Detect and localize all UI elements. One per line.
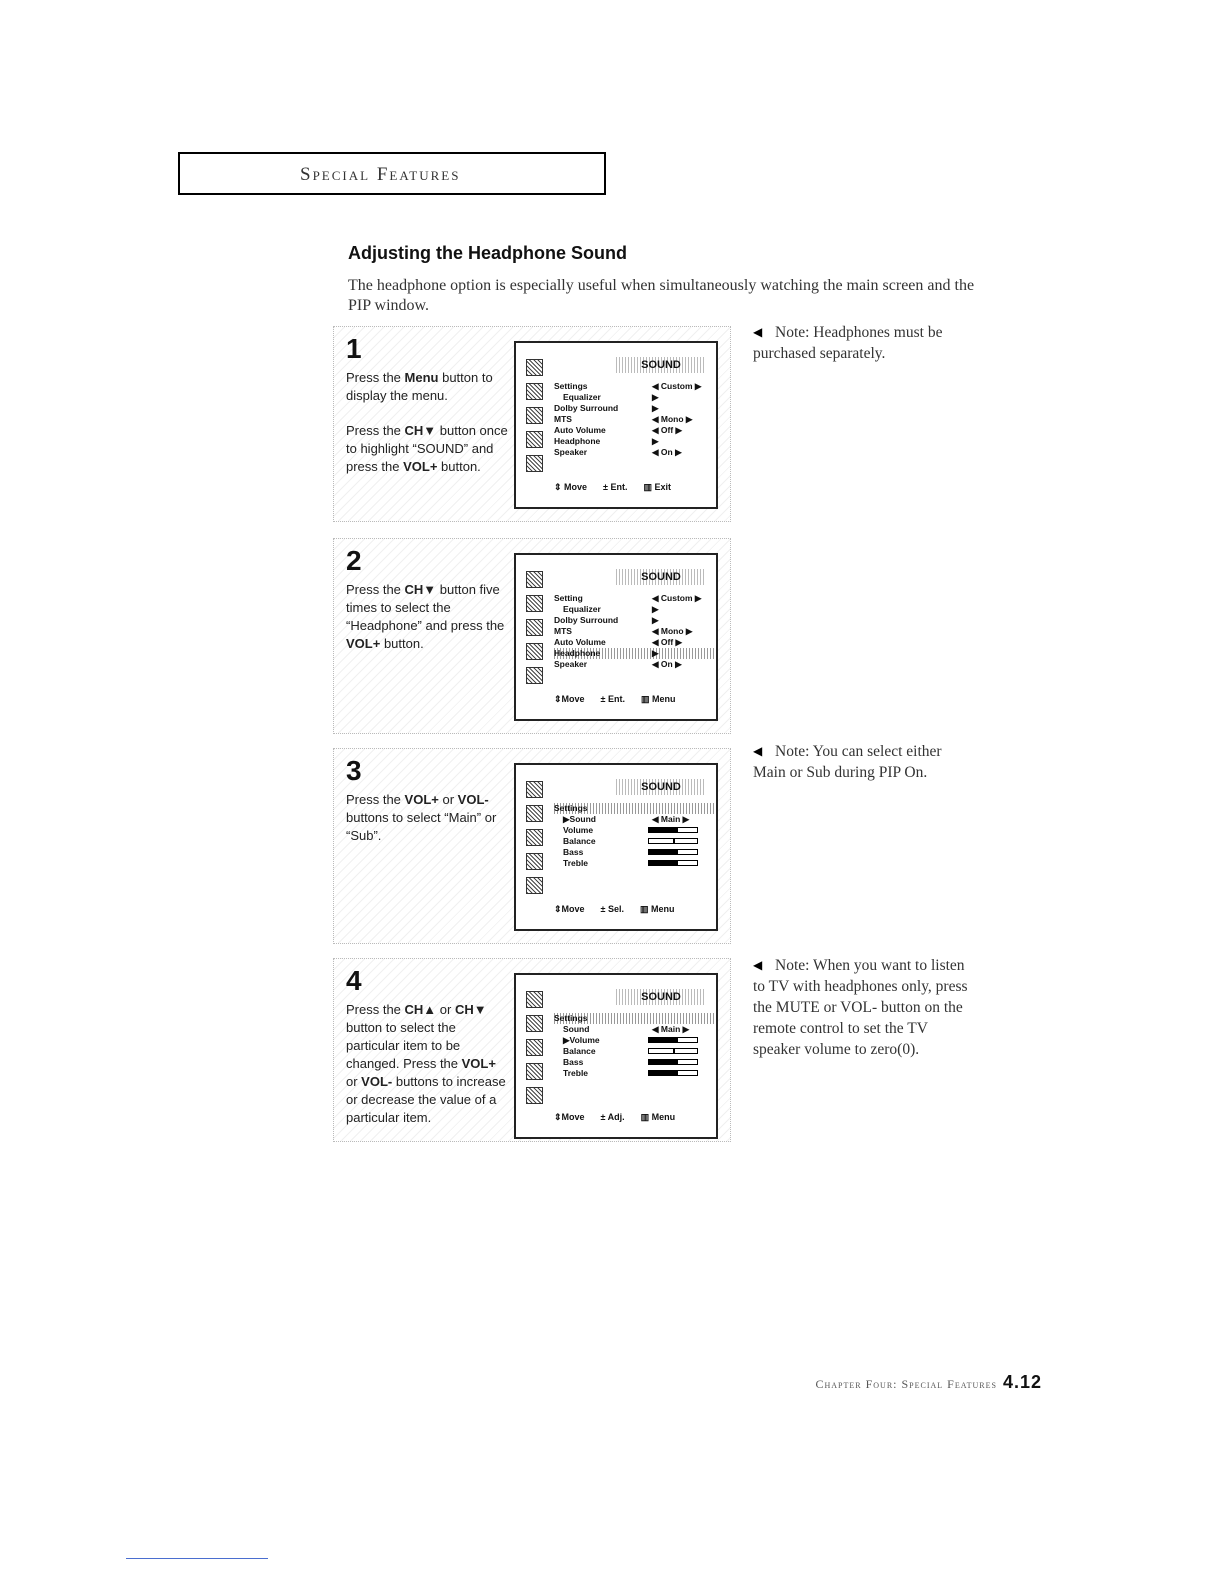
osd-row-label: Dolby Surround [554, 403, 619, 413]
step-number: 4 [346, 965, 362, 996]
osd-footer-hint: ▥ Menu [640, 1112, 676, 1122]
pip-icon [526, 455, 543, 472]
osd-row-label: Balance [563, 836, 596, 846]
osd-footer [554, 904, 714, 915]
section-header [178, 152, 606, 195]
step-1 [333, 326, 731, 522]
osd-row-value: ▶ [652, 615, 659, 625]
osd-row-value: ▶ [652, 604, 659, 614]
channel-icon [526, 407, 543, 424]
osd-menu-row [554, 825, 714, 836]
step-instructions [346, 581, 511, 670]
osd-level-bar [648, 860, 698, 866]
osd-menu-row [554, 648, 714, 659]
osd-title: SOUND [616, 357, 706, 373]
setup-icon [526, 853, 543, 870]
osd-footer-hint: ± Ent. [603, 482, 628, 492]
step-4 [333, 958, 731, 1142]
osd-row-value: ◀ On ▶ [652, 447, 682, 457]
footer-rule [126, 1558, 268, 1559]
osd-menu-row [554, 1013, 714, 1024]
osd-row-value: ◀ Custom ▶ [652, 381, 702, 391]
osd-row-label: Headphone [554, 648, 601, 658]
sound-icon [526, 595, 543, 612]
osd-row-label: Bass [563, 1057, 584, 1067]
osd-menu-row [554, 615, 714, 626]
pip-icon [526, 877, 543, 894]
osd-menu-row [554, 814, 714, 825]
osd-footer [554, 694, 714, 705]
osd-menu-row [554, 858, 714, 869]
osd-row-label: MTS [554, 626, 572, 636]
osd-row-value: ◀ On ▶ [652, 659, 682, 669]
note-arrow-icon: ◀ [753, 744, 763, 758]
osd-menu [554, 593, 714, 670]
osd-menu-row [554, 403, 714, 414]
note-arrow-icon: ◀ [753, 325, 763, 339]
osd-menu-row [554, 425, 714, 436]
osd-title: SOUND [616, 989, 706, 1005]
step-number: 1 [346, 333, 362, 364]
osd-footer [554, 1112, 714, 1123]
osd-level-bar [648, 827, 698, 833]
osd-footer-hint: ± Ent. [600, 694, 625, 704]
osd-menu-row [554, 447, 714, 458]
osd-screen [514, 973, 718, 1139]
osd-row-label: Speaker [554, 659, 588, 669]
osd-level-bar [648, 1059, 698, 1065]
osd-level-bar [648, 838, 698, 844]
osd-row-label: Equalizer [563, 604, 601, 614]
osd-title: SOUND [616, 779, 706, 795]
osd-row-value: ◀ Mono ▶ [652, 414, 693, 424]
chapter-label: Chapter Four: Special Features [815, 1377, 997, 1391]
osd-row-label: Auto Volume [554, 425, 606, 435]
osd-row-value: ◀ Off ▶ [652, 637, 683, 647]
osd-row-label: Volume [563, 825, 594, 835]
osd-row-value: ◀ Main ▶ [652, 1024, 690, 1034]
osd-menu-icons [526, 781, 544, 901]
osd-menu [554, 381, 714, 458]
osd-row-value: ▶ [652, 436, 659, 446]
osd-footer-hint: ▥ Menu [640, 904, 675, 914]
step-number: 2 [346, 545, 362, 576]
channel-icon [526, 1039, 543, 1056]
osd-footer-hint: ± Adj. [600, 1112, 625, 1122]
step-paragraph: Press the CH▼ button five times to select the “Headphone” and press the VOL+ button. [346, 582, 505, 651]
osd-row-label: MTS [554, 414, 572, 424]
step-paragraph: Press the VOL+ or VOL- buttons to select “Main” or “Sub”. [346, 792, 497, 843]
osd-menu-row [554, 436, 714, 447]
osd-level-bar [648, 1070, 698, 1076]
osd-row-label: Bass [563, 847, 584, 857]
osd-row-value: ▶ [652, 648, 659, 658]
note-3: ◀ Note: When you want to listen to TV with headphones only, press the MUTE or VOL- button on the remote control to set the TV speaker volume to zero(0). [753, 957, 968, 1058]
step-2 [333, 538, 731, 734]
osd-menu-icons [526, 991, 544, 1111]
osd-row-value: ◀ Off ▶ [652, 425, 683, 435]
osd-row-value: ▶ [652, 403, 659, 413]
osd-footer-hint: ± Sel. [600, 904, 624, 914]
osd-row-label: Settings [554, 803, 588, 813]
osd-row-label: Settings [554, 1013, 588, 1023]
note-arrow-icon: ◀ [753, 958, 763, 972]
osd-menu-icons [526, 359, 544, 479]
osd-menu [554, 803, 714, 869]
step-instructions [346, 791, 511, 862]
osd-menu-row [554, 381, 714, 392]
osd-menu-row [554, 593, 714, 604]
osd-row-value: ▶ [652, 392, 659, 402]
sound-icon [526, 383, 543, 400]
page-footer [815, 1372, 1042, 1393]
intro-text: The headphone option is especially useful when simultaneously watching the main screen and the PIP window. [348, 277, 975, 314]
osd-row-label: Equalizer [563, 392, 601, 402]
osd-menu-row [554, 659, 714, 670]
osd-menu-row [554, 1068, 714, 1079]
osd-menu-row [554, 604, 714, 615]
osd-row-label: Settings [554, 381, 588, 391]
osd-footer-hint: ⇕ Move [554, 482, 588, 492]
page-number: 4.12 [1002, 1372, 1042, 1392]
osd-footer-hint: ▥ Menu [641, 694, 676, 704]
pip-icon [526, 1087, 543, 1104]
osd-level-fill [649, 1060, 678, 1064]
step-paragraph: Press the CH▼ button once to highlight “SOUND” and press the VOL+ button. [346, 423, 508, 474]
channel-icon [526, 619, 543, 636]
osd-footer-hint: ▥ Exit [643, 482, 672, 492]
osd-row-value: ◀ Main ▶ [652, 814, 690, 824]
osd-footer-hint: ⇕Move [554, 1112, 585, 1122]
picture-icon [526, 571, 543, 588]
osd-menu-row [554, 1057, 714, 1068]
sound-icon [526, 1015, 543, 1032]
osd-level-bar [648, 1048, 698, 1054]
picture-icon [526, 359, 543, 376]
osd-menu-row [554, 626, 714, 637]
osd-level-fill [673, 1049, 675, 1053]
osd-footer [554, 482, 714, 493]
osd-menu-row [554, 836, 714, 847]
osd-menu-row [554, 1035, 714, 1046]
osd-row-label: Headphone [554, 436, 601, 446]
osd-row-label: ▶Sound [563, 814, 596, 824]
picture-icon [526, 781, 543, 798]
step-paragraph: Press the CH▲ or CH▼ button to select the particular item to be changed. Press the VOL+ or VOL- buttons to increase or decrease the value of a particular item. [346, 1002, 506, 1125]
osd-screen [514, 553, 718, 721]
setup-icon [526, 431, 543, 448]
osd-row-label: Auto Volume [554, 637, 606, 647]
osd-row-label: Balance [563, 1046, 596, 1056]
osd-row-label: ▶Volume [563, 1035, 600, 1045]
setup-icon [526, 643, 543, 660]
osd-level-fill [649, 850, 678, 854]
osd-screen [514, 341, 718, 509]
sound-icon [526, 805, 543, 822]
osd-menu-row [554, 637, 714, 648]
section-title: Adjusting the Headphone Sound [348, 243, 627, 263]
osd-menu-icons [526, 571, 544, 691]
pip-icon [526, 667, 543, 684]
osd-row-label: Setting [554, 593, 583, 603]
osd-footer-hint: ⇕Move [554, 694, 585, 704]
step-number: 3 [346, 755, 362, 786]
osd-row-value: ◀ Custom ▶ [652, 593, 702, 603]
note-1: ◀ Note: Headphones must be purchased separately. [753, 324, 943, 362]
osd-level-fill [649, 1038, 678, 1042]
osd-menu-row [554, 1046, 714, 1057]
step-3 [333, 748, 731, 944]
osd-menu-row [554, 392, 714, 403]
step-instructions [346, 1001, 511, 1144]
step-paragraph: Press the Menu button to display the menu. [346, 370, 493, 403]
osd-row-label: Dolby Surround [554, 615, 619, 625]
osd-level-fill [649, 828, 678, 832]
osd-row-label: Speaker [554, 447, 588, 457]
osd-menu-row [554, 803, 714, 814]
osd-row-label: Treble [563, 1068, 589, 1078]
osd-menu-row [554, 1024, 714, 1035]
note-2: ◀ Note: You can select either Main or Sub during PIP On. [753, 743, 942, 781]
picture-icon [526, 991, 543, 1008]
header-title: Special Features [300, 164, 461, 185]
channel-icon [526, 829, 543, 846]
osd-footer-hint: ⇕Move [554, 904, 585, 914]
osd-title: SOUND [616, 569, 706, 585]
osd-level-fill [649, 1071, 678, 1075]
osd-level-fill [673, 839, 675, 843]
osd-screen [514, 763, 718, 931]
osd-level-fill [649, 861, 678, 865]
osd-menu-row [554, 414, 714, 425]
osd-row-value: ◀ Mono ▶ [652, 626, 693, 636]
step-instructions [346, 369, 511, 493]
osd-menu-row [554, 847, 714, 858]
osd-row-label: Treble [563, 858, 589, 868]
setup-icon [526, 1063, 543, 1080]
osd-level-bar [648, 849, 698, 855]
osd-menu [554, 1013, 714, 1079]
osd-level-bar [648, 1037, 698, 1043]
osd-row-label: Sound [563, 1024, 590, 1034]
